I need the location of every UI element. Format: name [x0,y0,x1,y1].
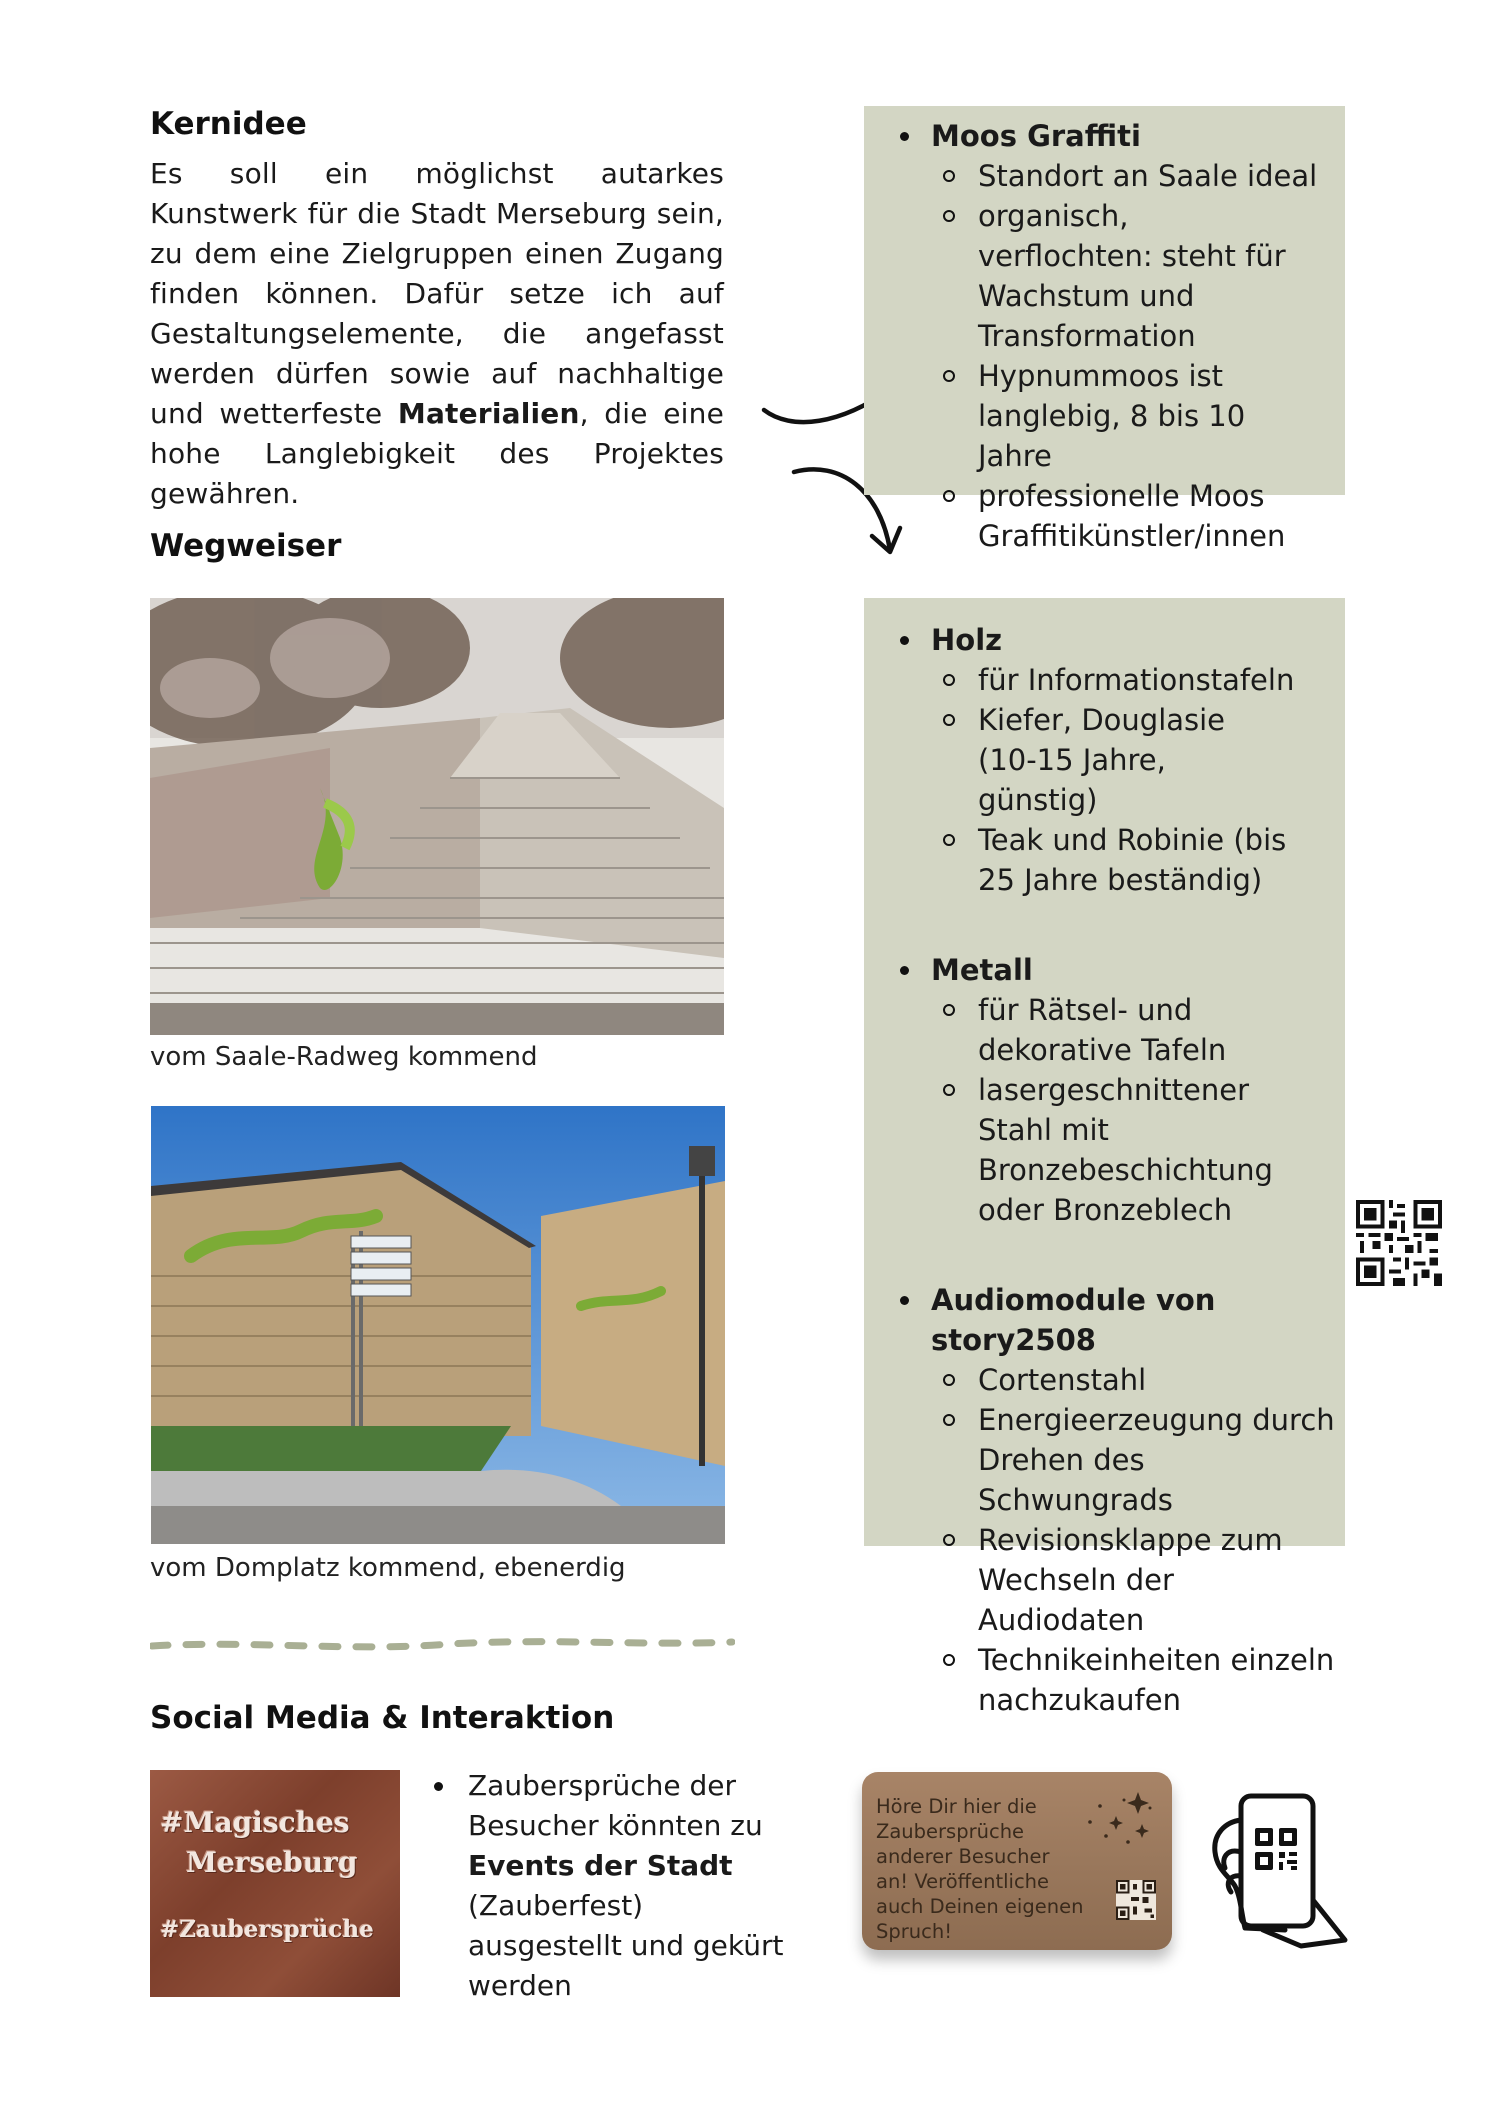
materials-panel [864,598,1345,1717]
kernidee-heading: Kernidee [150,106,307,142]
wood-sign-image [862,1772,1172,1950]
kernidee-text: Es soll ein möglichst autarkes Kunstwerk für die Stadt Merseburg sein, zu dem eine Zielgruppen einen Zugang finden können. Dafür setze ich auf Gestaltungselemente, die angefasst werden dürfen sowie auf nachhaltige und wetterfeste [150,157,724,430]
social-text: Zaubersprüche der Besucher könnten zu [468,1769,763,1842]
list-item: Revisionsklappe zum Wechseln der Audiodaten [931,1520,1338,1640]
social-bold-events: Events der Stadt [468,1849,733,1882]
social-text-end: (Zauberfest) ausgestellt und gekürt werden [468,1889,784,2002]
list-item: Energieerzeugung durch Drehen des Schwungrads [931,1400,1338,1520]
moos-title: Moos Graffiti [931,119,1141,153]
list-item: Hypnummoos ist langlebig, 8 bis 10 Jahre [931,356,1308,476]
stairs-photo [150,598,724,1035]
list-item: für Informationstafeln [931,660,1345,700]
corten-plaque-image [150,1770,400,1997]
kernidee-text-end: , die eine hohe Langlebigkeit des Projektes gewähren. [150,397,724,510]
list-item: lasergeschnittener Stahl mit Bronzebeschichtung oder Bronzeblech [931,1070,1318,1230]
qr-code-icon[interactable] [1356,1200,1442,1286]
social-bullet [426,1766,788,2006]
photo-caption-1: vom Saale-Radweg kommend [150,1042,538,1072]
plaque-text-3: #Zaubersprüche [160,1916,374,1943]
photo-caption-2: vom Domplatz kommend, ebenerdig [150,1553,626,1583]
kernidee-bold-materialien: Materialien [397,397,580,430]
audio-title: Audiomodule von story2508 [931,1283,1216,1357]
plaque-text-1: #Magisches [160,1806,350,1839]
moos-graffiti-panel [864,106,1345,553]
wood-sign-text: Höre Dir hier die Zaubersprüche anderer Besucher an! Veröffentliche auch Deinen eigenen Spruch! [876,1795,1084,1943]
list-item: Technikeinheiten einzeln nachzukaufen [931,1640,1338,1720]
list-item: Cortenstahl [931,1360,1345,1400]
list-item: für Rätsel- und dekorative Tafeln [931,990,1238,1070]
list-item: Kiefer, Douglasie (10-15 Jahre, günstig) [931,700,1268,820]
wegweiser-heading: Wegweiser [150,528,342,564]
phone-scan-icon [1205,1790,1355,1950]
list-item: Teak und Robinie (bis 25 Jahre beständig) [931,820,1298,900]
domplatz-photo [151,1106,725,1544]
list-item: professionelle Moos Graffitikünstler/innen [931,476,1278,556]
qr-code-icon [1116,1880,1156,1920]
sparkles-icon [1080,1786,1160,1856]
plaque-text-2: Merseburg [186,1846,358,1879]
kernidee-paragraph [150,154,724,514]
list-item: Standort an Saale ideal [931,156,1345,196]
list-item: organisch, verflochten: steht für Wachstum und Transformation [931,196,1308,356]
holz-title: Holz [931,623,1003,657]
social-heading: Social Media & Interaktion [150,1700,615,1736]
metall-title: Metall [931,953,1033,987]
dashed-divider [150,1630,735,1660]
